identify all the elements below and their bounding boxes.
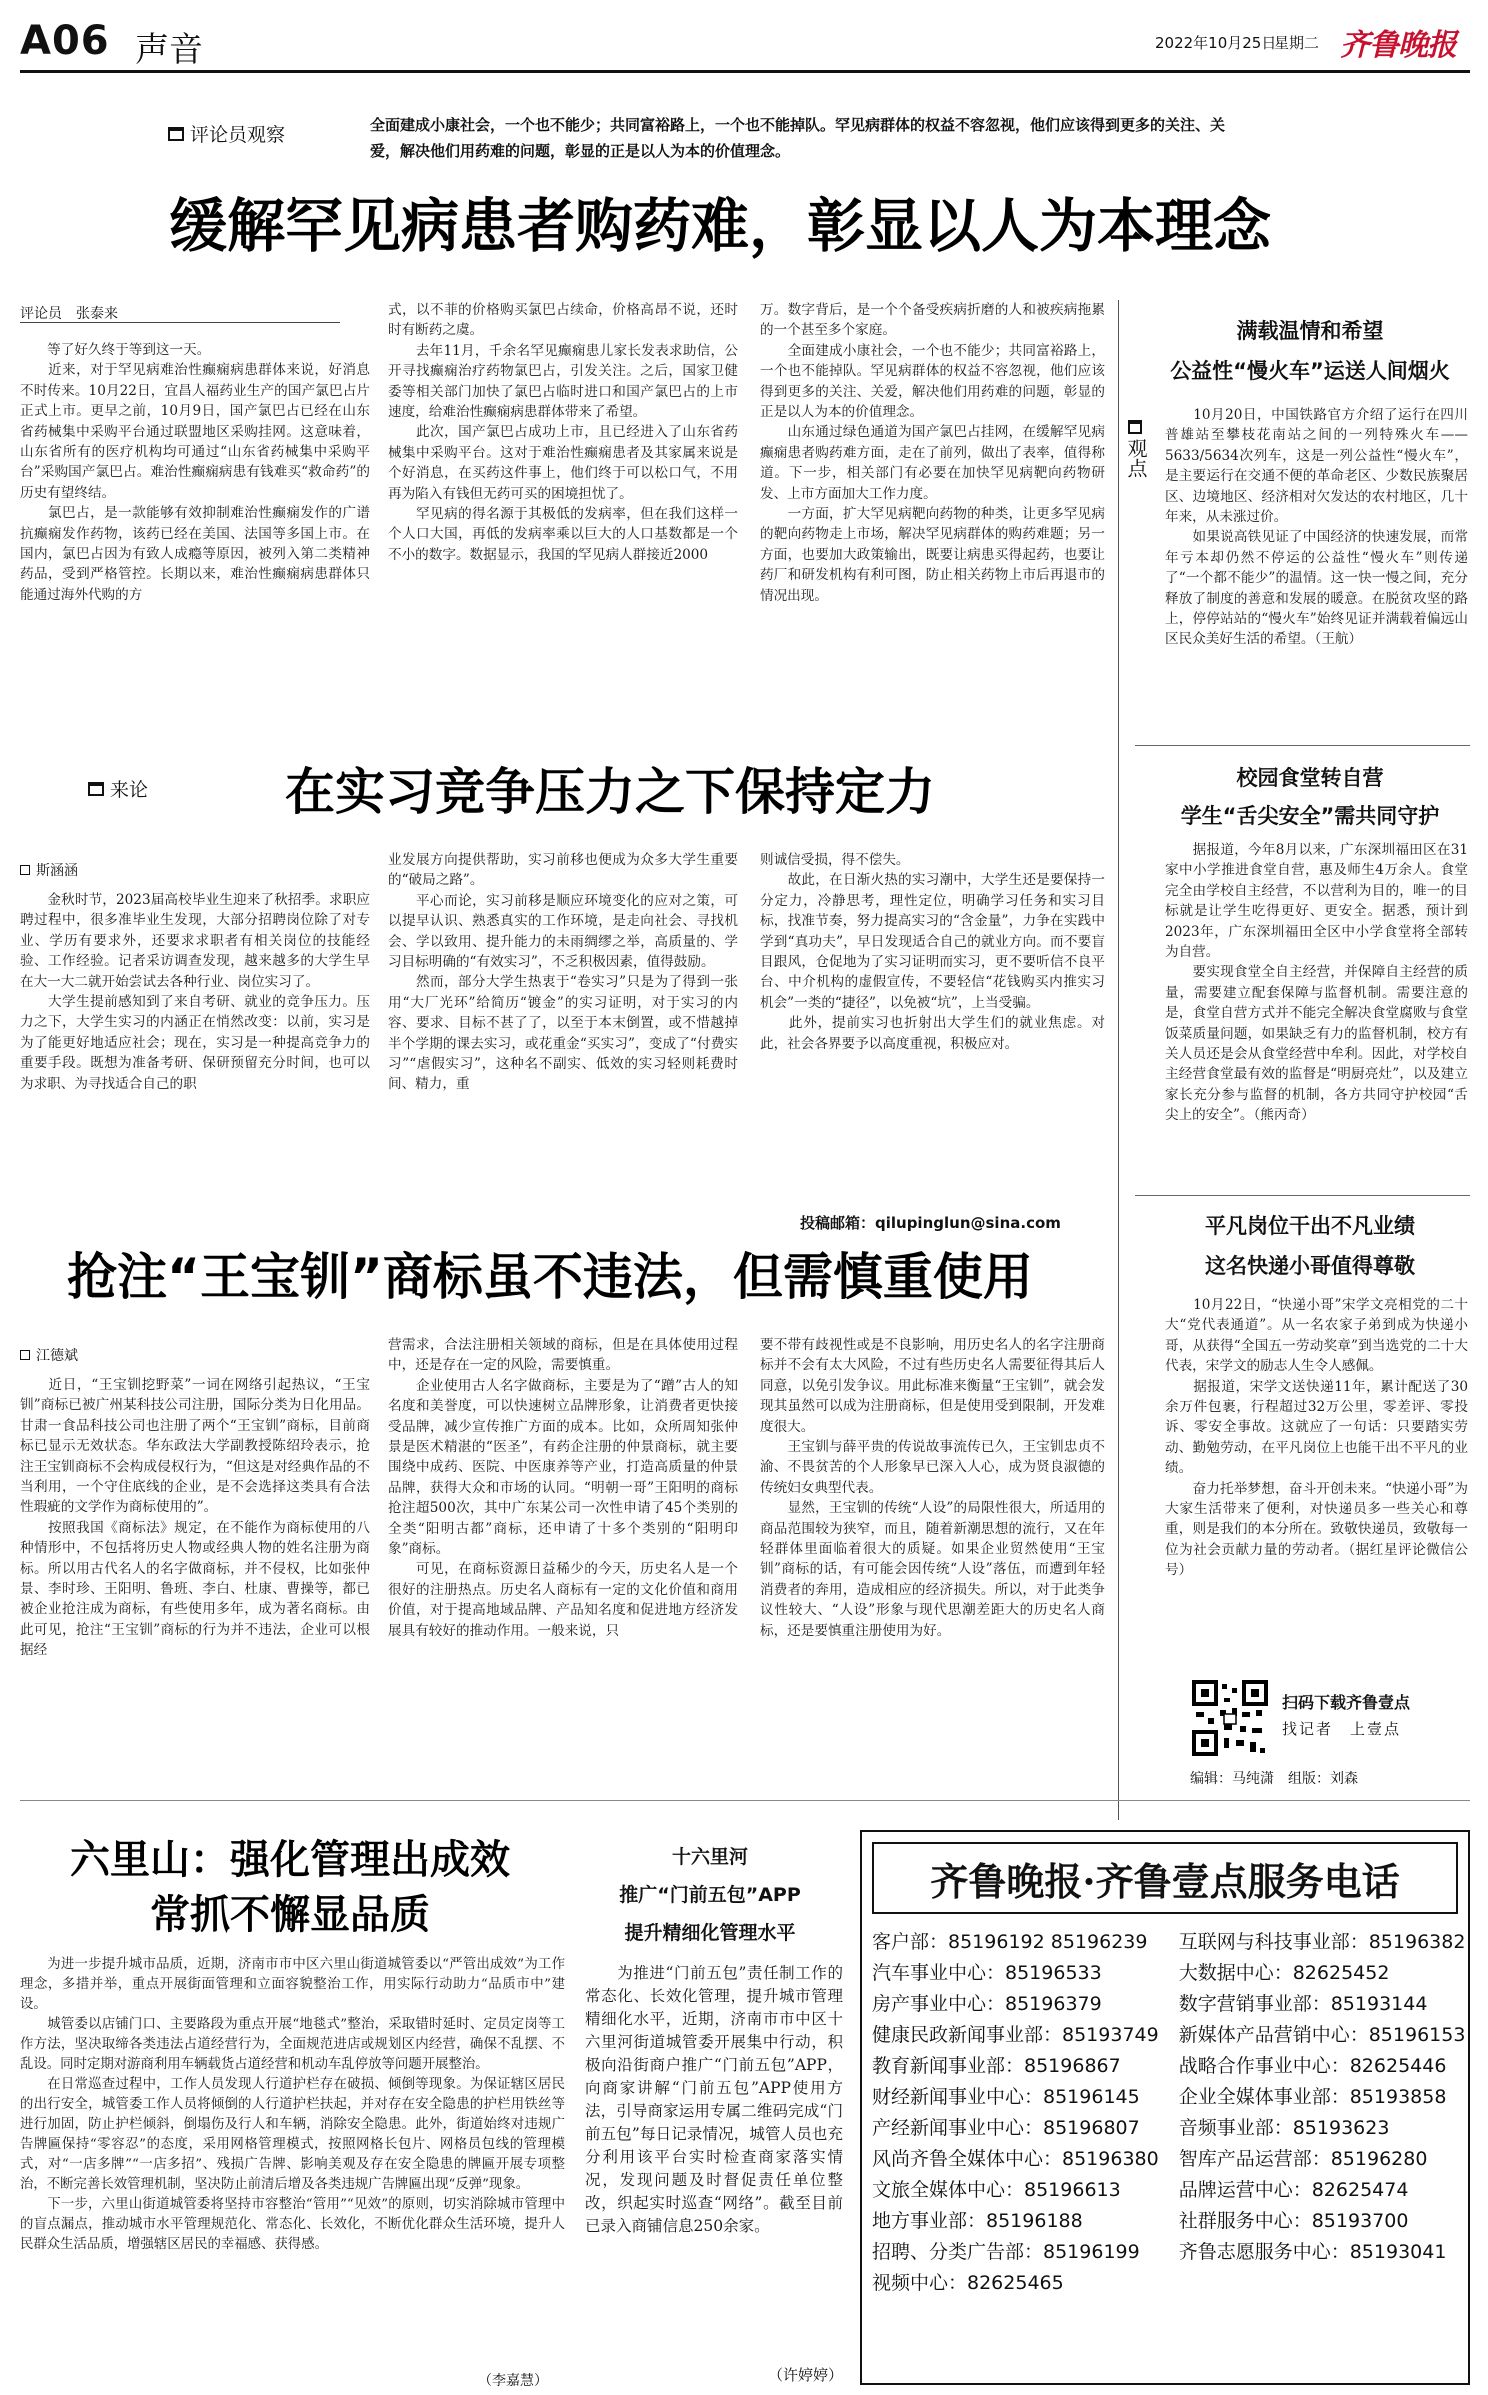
liulishan-author: （李嘉慧） <box>478 2373 548 2389</box>
header-rule <box>20 70 1470 73</box>
service-phone-line: 风尚齐鲁全媒体中心：85196380 <box>872 2148 1159 2170</box>
qr-code-icon <box>1190 1678 1270 1758</box>
liulishan-body: 为进一步提升城市品质，近期，济南市市中区六里山街道城管委以“严管出成效”为工作理念，多措并举，重点开展街面管理和立面容貌整治工作，用实际行动助力“品质市中”建设。 城管委以店铺门口、主要路段为重点开展“地毯式”整治，采取错时延时、定员定岗等工作方法，坚决取缔各类违法占道经营行为，全面规范进店或规划区内经营，确保不乱摆、不乱设。同时定期对游商利用车辆载货占道经营和机动车乱停放等问题开展整治。 在日常巡查过程中，工作人员发现人行道护栏存在破损、倾倒等现象。为保证辖区居民的出行安全，城管委工作人员将倾倒的人行道护栏扶起，并对存在安全隐患的护栏用铁丝等进行加固，防止护栏倾斜，倒塌伤及行人和车辆，消除安全隐患。此外，街道始终对违规广告牌匾保持“零容忍”的态度，采用网格管理模式，按照网格长包片、网格员包线的管理模式，对“一店多牌”“一店多招”、残损广告牌、影响美观及存在安全隐患的牌匾开展专项整治，不断完善长效管理机制，坚决防止前清后增及各类违规广告牌匾出现“反弹”现象。 下一步，六里山街道城管委将坚持市容整治“管用”“见效”的原则，切实消除城市管理中的盲点漏点，推动城市水平管理规范化、常态化、长效化，不断优化群众生活环境，提升人民群众生活品质，增强辖区居民的幸福感、获得感。 <box>20 1957 565 2252</box>
shiliuli-title-2: 推广“门前五包”APP <box>619 1884 801 1906</box>
third-column-2: 营需求，合法注册相关领域的商标，但是在具体使用过程中，还是存在一定的风险，需要慎重。 企业使用古人名字做商标，主要是为了“蹭”古人的知名度和美誉度，可以快速树立品牌形象，让消费者更快接受品牌，减少宣传推广方面的成本。比如，众所周知张仲景是医术精湛的“医圣”，有药企注册的仲景商标，就主要围绕中成药、医院、中医康养等产业，打造高质量的仲景品牌，获得大众和市场的认同。“明朝一哥”王阳明的商标抢注超500次，其中广东某公司一次性申请了45个类别的全类“阳明古都”商标，还申请了十多个类别的“阳明印象”商标。 可见，在商标资源日益稀少的今天，历史名人是一个很好的注册热点。历史名人商标有一定的文化价值和商用价值，对于提高地域品牌、产品知名度和促进地方经济发展具有较好的推动作用。一般来说，只 <box>388 1337 738 1639</box>
service-phone-line: 财经新闻事业中心：85196145 <box>872 2086 1140 2108</box>
column-tag-icon <box>88 782 104 796</box>
sidebar-item-2-headline-2: 学生“舌尖安全”需共同守护 <box>1180 804 1440 828</box>
sidebar-rule <box>1135 745 1470 746</box>
service-phone-line: 音频事业部：85193623 <box>1178 2117 1390 2139</box>
sidebar-item-1-body: 10月20日，中国铁路官方介绍了运行在四川普雄站至攀枝花南站之间的一列特殊火车——5633/5634次列车，这是一列公益性“慢火车”，是主要运行在交通不便的革命老区、少数民族聚居区、边境地区、经济相对欠发达的农村地区，几十年来，从未涨过价。 如果说高铁见证了中国经济的快速发展，而常年亏本却仍然不停运的公益性“慢火车”则传递了“一个都不能少”的温情。这一快一慢之间，充分释放了制度的善意和发展的暖意。在脱贫攻坚的路上，停停站站的“慢火车”始终见证并满载着偏远山区民众美好生活的希望。（王航） <box>1165 407 1468 648</box>
service-phone-line: 战略合作事业中心：82625446 <box>1178 2055 1447 2077</box>
service-phone-line: 社群服务中心：85193700 <box>1178 2210 1409 2232</box>
sidebar-divider <box>1118 300 1119 1820</box>
lead-column-1: 等了好久终于等到这一天。 近来，对于罕见病难治性癫痫病患群体来说，好消息不时传来。10月22日，宜昌人福药业生产的国产氯巴占片正式上市。更早之前，10月9日，国产氯巴占已经在山东省药械集中采购平台通过联盟地区采购挂网。这意味着，山东省所有的医疗机构均可通过“山东省药械集中采购平台”采购国产氯巴占。难治性癫痫病患有钱难买“救命药”的历史有望终结。 氯巴占，是一款能够有效抑制难治性癫痫发作的广谱抗癫痫发作药物，该药已经在美国、法国等多国上市。在国内，氯巴占因为有致人成瘾等原因，被列入第二类精神药品，受到严格管控。长期以来，难治性癫痫病患群体只能通过海外代购的方 <box>20 342 370 603</box>
column-tag-icon <box>168 127 184 141</box>
service-left-column <box>872 1927 1159 2299</box>
service-title: 齐鲁晚报·齐鲁壹点服务电话 <box>930 1858 1400 1904</box>
shiliuli-title-1: 十六里河 <box>671 1846 748 1868</box>
sidebar-item-1-headline-1: 满载温情和希望 <box>1236 319 1384 343</box>
qr-caption-2: 找记者 上壹点 <box>1282 1720 1402 1738</box>
issue-date: 2022年10月25日 <box>1155 34 1277 52</box>
service-phone-line: 招聘、分类广告部：85196199 <box>872 2241 1140 2263</box>
service-phone-line: 新媒体产品营销中心：85196153 <box>1178 2024 1466 2046</box>
service-phone-line: 教育新闻事业部：85196867 <box>872 2055 1121 2077</box>
service-right-column <box>1179 1927 1466 2299</box>
second-byline <box>20 860 78 880</box>
lead-summary: 全面建成小康社会，一个也不能少；共同富裕路上，一个也不能掉队。罕见病群体的权益不容忽视，他们应该得到更多的关注、关爱，解决他们用药难的问题，彰显的正是以人为本的价值理念。 <box>370 116 1226 160</box>
liulishan-title-1: 六里山：强化管理出成效 <box>70 1837 510 1883</box>
lead-column-2: 式，以不菲的价格购买氯巴占续命，价格高昂不说，还时时有断药之虞。 去年11月，千余名罕见癫痫患儿家长发表求助信，公开寻找癫痫治疗药物氯巴占，引发关注。之后，国家卫健委等相关部门加快了氯巴占临时进口和国产氯巴占的上市速度，给难治性癫痫病患群体带来了希望。 此次，国产氯巴占成功上市，且已经进入了山东省药械集中采购平台。这对于难治性癫痫患者及其家属来说是个好消息，在买药这件事上，他们终于可以松口气，不用再为陷入有钱但无药可买的困境担忧了。 罕见病的得名源于其极低的发病率，但在我们这样一个人口大国，再低的发病率乘以巨大的人口基数都是一个不小的数字。数据显示，我国的罕见病人群接近2000 <box>388 302 738 563</box>
service-phone-line: 智库产品运营部：85196280 <box>1178 2148 1428 2170</box>
shiliuli-title-3: 提升精细化管理水平 <box>624 1922 796 1944</box>
submission-email: 投稿邮箱：qilupinglun@sina.com <box>800 1214 1061 1232</box>
service-phone-line: 互联网与科技事业部：85196382 <box>1178 1931 1466 1953</box>
liulishan-title-2: 常抓不懈显品质 <box>150 1892 430 1938</box>
service-title-frame <box>872 1842 1458 1914</box>
sidebar-item-3-headline-1: 平凡岗位干出不凡业绩 <box>1205 1214 1415 1238</box>
second-column-1: 金秋时节，2023届高校毕业生迎来了秋招季。求职应聘过程中，很多准毕业生发现，大部分招聘岗位除了对专业、学历有要求外，还要求求职者有相关岗位的技能经验、工作经验。记者采访调查发现，越来越多的大学生早在大一大二就开始尝试去各种行业、岗位实习了。 大学生提前感知到了来自考研、就业的竞争压力。压力之下，大学生实习的内涵正在悄然改变：以前，实习是为了能更好地适应社会；现在，实习是一种提高竞争力的重要手段。既想为准备考研、保研预留充分时间，也可以为求职、为寻找适合自己的职 <box>20 892 370 1092</box>
third-column-3: 要不带有歧视性或是不良影响，用历史名人的名字注册商标并不会有太大风险，不过有些历史名人需要征得其后人同意，以免引发争议。用此标准来衡量“王宝钏”，就会发现其虽然可以成为注册商标，但是使用受到限制，开发难度很大。 王宝钏与薛平贵的传说故事流传已久，王宝钏忠贞不渝、不畏贫苦的个人形象早已深入人心，成为贤良淑德的传统妇女典型代表。 显然，王宝钏的传统“人设”的局限性很大，所适用的商品范围较为狭窄，而且，随着新潮思想的流行，又在年轻群体里面临着很大的质疑。如果企业贸然使用“王宝钏”商标的话，有可能会因传统“人设”落伍，而遭到年轻消费者的奔用，造成相应的经济损失。所以，对于此类争议性较大、“人设”形象与现代思潮差距大的历史名人商标，还是要慎重注册使用为好。 <box>760 1337 1105 1639</box>
shiliuli-body: 为推进“门前五包”责任制工作的常态化、长效化管理，提升城市管理精细化水平，近期，济南市市中区十六里河街道城管委开展集中行动，积极向沿街商户推广“门前五包”APP，向商家讲解“门前五包”APP使用方法，引导商家运用专属二维码完成“门前五包”每日记录情况，城管人员也充分利用该平台实时检查商家落实情况，发现问题及时督促责任单位整改，织起实时巡查“网络”。截至目前已录入商铺信息250余家。 <box>585 1964 843 2235</box>
second-column-tag-label: 来论 <box>110 779 149 801</box>
service-phone-line: 大数据中心：82625452 <box>1178 1962 1390 1984</box>
sidebar-rule <box>1135 1195 1470 1196</box>
lead-byline: 评论员 张泰来 <box>20 306 118 322</box>
editor-credit: 编辑：马纯潇 组版：刘森 <box>1190 1771 1358 1787</box>
shiliuli-author: （许婷婷） <box>768 2366 844 2384</box>
byline-square-icon <box>20 865 30 875</box>
page-number: A06 <box>20 18 110 64</box>
service-phone-line: 文旅全媒体中心：85196613 <box>872 2179 1121 2201</box>
service-phone-line: 健康民政新闻事业部：85193749 <box>872 2024 1159 2046</box>
second-title: 在实习竞争压力之下保持定力 <box>285 763 935 821</box>
service-box <box>860 1830 1470 2385</box>
service-phone-line: 品牌运营中心：82625474 <box>1178 2179 1409 2201</box>
sidebar-item-2-body: 据报道，今年8月以来，广东深圳福田区在31家中小学推进食堂自营，惠及师生4万余人。食堂完全由学校自主经营，不以营利为目的，唯一的目标就是让学生吃得更好、更安全。据悉，预计到2023年，广东深圳福田全区中小学食堂将全部转为自营。 要实现食堂全自主经营，并保障自主经营的质量，需要建立配套保障与监督机制。需要注意的是，食堂自营方式并不能完全解决食堂腐败与食堂饭菜质量问题，如果缺乏有力的监督机制，校方有关人员还是会从食堂经营中牟利。因此，对学校自主经营食堂最有效的监督是“明厨亮灶”，以及建立家长充分参与监督的机制，各方共同守护校园“舌尖上的安全”。（熊丙奇） <box>1165 842 1468 1124</box>
service-phone-line: 齐鲁志愿服务中心：85193041 <box>1178 2241 1447 2263</box>
service-phone-line: 企业全媒体事业部：85193858 <box>1178 2086 1447 2108</box>
second-byline-name: 斯涵涵 <box>36 863 78 879</box>
service-phone-line: 数字营销事业部：85193144 <box>1178 1993 1428 2015</box>
lead-title: 缓解罕见病患者购药难，彰显以人为本理念 <box>168 192 1271 260</box>
byline-rule <box>20 322 340 323</box>
lead-column-tag <box>168 120 285 147</box>
second-column-3: 则诚信受损，得不偿失。 故此，在日渐火热的实习潮中，大学生还是要保持一分定力，冷静思考，理性定位，明确学习任务和实习目标，找准节奏，努力提高实习的“含金量”，力争在实践中学到“真功夫”，早日发现适合自己的就业方向。而不要盲目跟风，仓促地为了实习证明而实习，更不要听信不良平台、中介机构的虚假宣传，不要轻信“花钱购买内推实习机会”一类的“捷径”，以免被“坑”，上当受骗。 此外，提前实习也折射出大学生们的就业焦虑。对此，社会各界要予以高度重视，积极应对。 <box>760 852 1105 1052</box>
service-phone-line: 视频中心：82625465 <box>872 2272 1064 2294</box>
lead-column-tag-label: 评论员观察 <box>190 124 286 146</box>
bottom-rule <box>20 1800 1470 1801</box>
sidebar-item-2-headline-1: 校园食堂转自营 <box>1236 766 1384 790</box>
third-column-1: 近日，“王宝钏挖野菜”一词在网络引起热议，“王宝钏”商标已被广州某科技公司注册，国际分类为日化用品。甘肃一食品科技公司也注册了两个“王宝钏”商标，目前商标已显示无效状态。华东政法大学副教授陈绍玲表示，抢注王宝钏商标不会构成侵权行为，“但这是对经典作品的不当利用，一个守住底线的企业，是不会选择这类具有合法性瑕疵的文学作为商标使用的”。 按照我国《商标法》规定，在不能作为商标使用的八种情形中，不包括将历史人物或经典人物的姓名注册为商标。所以用古代名人的名字做商标，并不侵权，比如张仲景、李时珍、王阳明、鲁班、李白、杜康、曹操等，都已被企业抢注成为商标，有些使用多年，成为著名商标。由此可见，抢注“王宝钏”商标的行为并不违法，企业可以根据经 <box>20 1377 370 1659</box>
second-column-tag <box>88 775 148 802</box>
service-phone-line: 产经新闻事业中心：85196807 <box>872 2117 1140 2139</box>
section-name: 声音 <box>135 30 203 70</box>
sidebar-tag-label: 观点 <box>1124 438 1148 478</box>
service-list <box>872 1927 1466 2299</box>
third-title: 抢注“王宝钏”商标虽不违法，但需慎重使用 <box>67 1248 1033 1306</box>
sidebar-item-3-body: 10月22日，“快递小哥”宋学文亮相党的二十大“党代表通道”。从一名农家子弟到成为快递小哥，从获得“全国五一劳动奖章”到当选党的二十大代表，宋学文的励志人生令人感佩。 据报道，宋学文送快递11年，累计配送了30余万件包裹，行程超过32万公里，零差评、零投诉、零安全事故。这就应了一句话：只要踏实劳动、勤勉劳动，在平凡岗位上也能干出不平凡的业绩。 奋力托举梦想，奋斗开创未来。“快递小哥”为大家生活带来了便利，对快递员多一些关心和尊重，则是我们的本分所在。致敬快递员，致敬每一位为社会贡献力量的劳动者。（据红星评论微信公号） <box>1165 1297 1468 1579</box>
column-tag-icon <box>1128 420 1142 434</box>
third-byline <box>20 1345 78 1365</box>
sidebar-item-3-headline-2: 这名快递小哥值得尊敬 <box>1205 1254 1415 1278</box>
qr-caption-1: 扫码下载齐鲁壹点 <box>1282 1693 1411 1712</box>
brand-logo: 齐鲁晚报 <box>1340 28 1456 63</box>
second-column-2: 业发展方向提供帮助，实习前移也便成为众多大学生重要的“破局之路”。 平心而论，实习前移是顺应环境变化的应对之策，可以提早认识、熟悉真实的工作环境，是走向社会、寻找机会、学以致用、提升能力的未雨绸缪之举，高质量的、学习目标明确的“有效实习”，不乏积极因素，值得鼓励。 然而，部分大学生热衷于“卷实习”只是为了得到一张用“大厂光环”给简历“镀金”的实习证明，对于实习的内容、要求、目标不甚了了，以至于本末倒置，或不惜越掉半个学期的课去实习，或花重金“买实习”，变成了“付费实习”“虐假实习”，这种名不副实、低效的实习轻则耗费时间、精力，重 <box>388 852 738 1093</box>
service-phone-line: 房产事业中心：85196379 <box>872 1993 1102 2015</box>
byline-square-icon <box>20 1350 30 1360</box>
lead-column-3: 万。数字背后，是一个个备受疾病折磨的人和被疾病拖累的一个甚至多个家庭。 全面建成小康社会，一个也不能少；共同富裕路上，一个也不能掉队。罕见病群体的权益不容忽视，他们应该得到更多的关注、关爱，解决他们用药难的问题，彰显的正是以人为本的价值理念。 山东通过绿色通道为国产氯巴占挂网，在缓解罕见病癫痫患者购药难方面，走在了前列，做出了表率，值得称道。下一步，相关部门有必要在加快罕见病靶向药物研发、上市方面加大工作力度。 一方面，扩大罕见病靶向药物的种类，让更多罕见病的靶向药物走上市场，解决罕见病群体的购药难题；另一方面，也要加大政策输出，既要让病患买得起药，也要让药厂和研发机构有利可图，防止相关药物上市后再退市的情况出现。 <box>760 302 1105 604</box>
sidebar-tag <box>1124 420 1146 478</box>
page-header <box>20 18 1470 78</box>
service-phone-line: 地方事业部：85196188 <box>872 2210 1083 2232</box>
service-phone-line: 汽车事业中心：85196533 <box>872 1962 1102 1984</box>
issue-weekday: 星期二 <box>1274 34 1320 52</box>
service-phone-line: 客户部：85196192 85196239 <box>872 1931 1148 1953</box>
third-byline-name: 江德斌 <box>36 1348 78 1364</box>
sidebar-item-1-headline-2: 公益性“慢火车”运送人间烟火 <box>1170 359 1450 383</box>
